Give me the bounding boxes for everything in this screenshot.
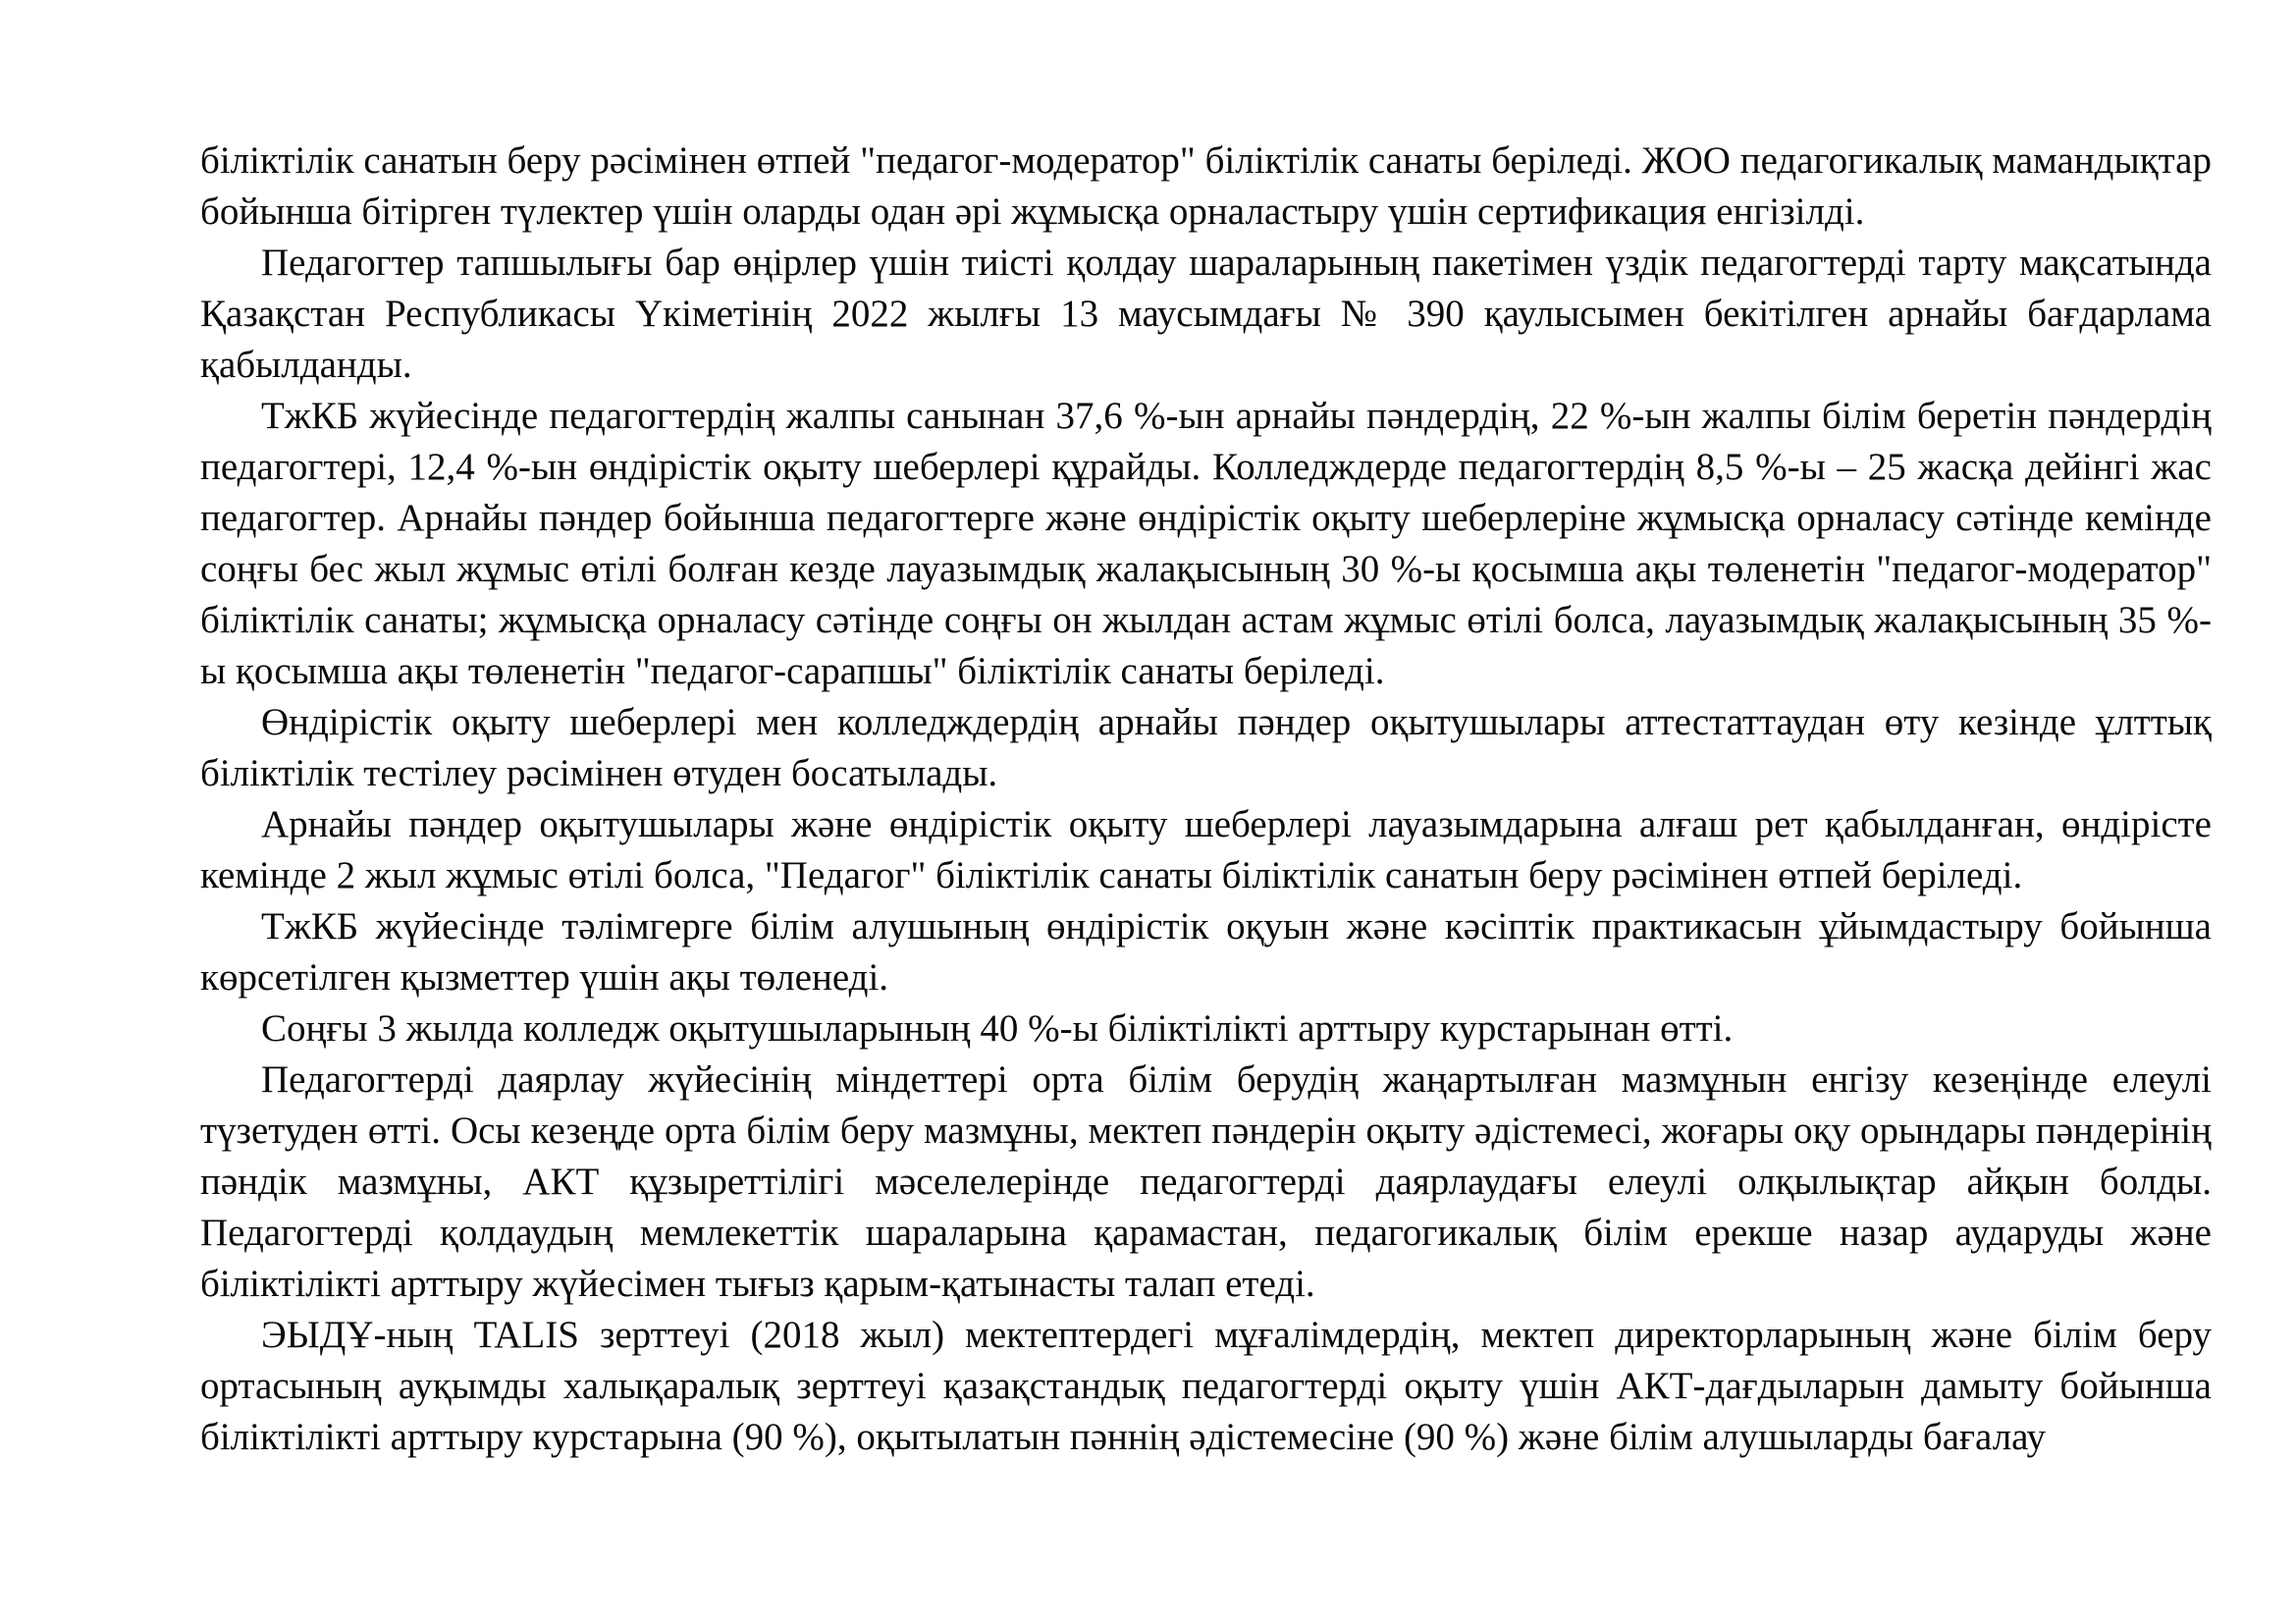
- paragraph: ТжКБ жүйесінде тәлімгерге білім алушының өндірістік оқуын және кәсіптік практикасын ұйымдастыру бойынша көрсетілген қызметтер үшін ақы төленеді.: [200, 905, 2212, 999]
- paragraph: Соңғы 3 жылда колледж оқытушыларының 40 %-ы біліктілікті арттыру курстарынан өтті.: [261, 1007, 1734, 1050]
- paragraph: Педагогтер тапшылығы бар өңірлер үшін тиісті қолдау шараларының пакетімен үздік педагогтерді тарту мақсатында Қазақстан Республикасы Үкіметінің 2022 жылғы 13 маусымдағы № 390 қаулысымен бекітілген арнайы бағдарлама қабылданды.: [200, 242, 2212, 386]
- paragraph: ТжКБ жүйесінде педагогтердің жалпы санынан 37,6 %-ын арнайы пәндердің, 22 %-ын жалпы білім беретін пәндердің педагогтері, 12,4 %-ын өндірістік оқыту шеберлері құрайды. Колледждерде педагогтердің 8,5 %-ы – 25 жасқа дейінгі жас педагогтер. Арнайы пәндер бойынша педагогтерге және өндірістік оқыту шеберлеріне жұмысқа орналасу сәтінде кемінде соңғы бес жыл жұмыс өтілі болған кезде лауазымдық жалақысының 30 %-ы қосымша ақы төленетін "педагог-модератор" біліктілік санаты; жұмысқа орналасу сәтінде соңғы он жылдан астам жұмыс өтілі болса, лауазымдық жалақысының 35 %-ы қосымша ақы төленетін "педагог-сарапшы" біліктілік санаты беріледі.: [200, 395, 2212, 692]
- paragraph: ЭЫДҰ-ның TALIS зерттеуі (2018 жыл) мектептердегі мұғалімдердің, мектеп директорларының және білім беру ортасының ауқымды халықаралық зерттеуі қазақстандық педагогтерді оқыту үшін АКТ-дағдыларын дамыту бойынша біліктілікті арттыру курстарына (90 %), оқытылатын пәннің әдістемесіне (90 %) және білім алушыларды бағалау: [200, 1314, 2212, 1458]
- paragraph: Өндірістік оқыту шеберлері мен колледждердің арнайы пәндер оқытушылары аттестаттаудан өту кезінде ұлттық біліктілік тестілеу рәсімінен өтуден босатылады.: [200, 701, 2212, 794]
- text-block: [200, 135, 2212, 1463]
- paragraph: Арнайы пәндер оқытушылары және өндірістік оқыту шеберлері лауазымдарына алғаш рет қабылданған, өндірісте кемінде 2 жыл жұмыс өтілі болса, "Педагог" біліктілік санаты біліктілік санатын беру рәсімінен өтпей беріледі.: [200, 803, 2212, 896]
- paragraph: Педагогтерді даярлау жүйесінің міндеттері орта білім берудің жаңартылған мазмұнын енгізу кезеңінде елеулі түзетуден өтті. Осы кезеңде орта білім беру мазмұны, мектеп пәндерін оқыту әдістемесі, жоғары оқу орындары пәндерінің пәндік мазмұны, АКТ құзыреттілігі мәселелерінде педагогтерді даярлаудағы елеулі олқылықтар айқын болды. Педагогтерді қолдаудың мемлекеттік шараларына қарамастан, педагогикалық білім ерекше назар аударуды және біліктілікті арттыру жүйесімен тығыз қарым-қатынасты талап етеді.: [200, 1058, 2212, 1305]
- paragraph: біліктілік санатын беру рәсімінен өтпей "педагог-модератор" біліктілік санаты беріледі. ЖОО педагогикалық мамандықтар бойынша бітірген түлектер үшін оларды одан әрі жұмысқа орналастыру үшін сертификация енгізілді.: [200, 139, 2212, 233]
